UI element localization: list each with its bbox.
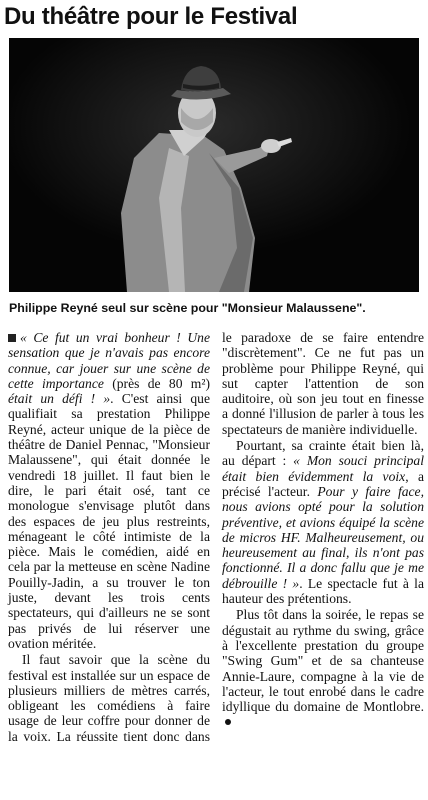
- paragraph-2: Il faut savoir que la scène du festival est installée sur un espace de plusieurs milliers de mètres carrés, obligeant les comédiens à faire usage de leur coffre pour donner de la voix. La réussite tient donc dans le paradoxe de se faire entendre "discrètement". Ce ne fut pas un problème pour Philippe Reyné, qui sut capter l'attention de son auditoire, où son jeu tout en finesse a donné l'illusion de parler à tous les spectateurs de manière individuelle.: [8, 330, 424, 744]
- paragraph-1: [8, 330, 210, 651]
- text-segment: (près de 80 m²): [112, 375, 210, 391]
- text-segment: Plus tôt dans la soirée, le repas se dégustait au rythme du swing, grâce à l'excellente prestation du groupe "Swing Gum" et de sa chanteuse Annie-Laure, compagne à la vie de l'acteur, le tout enrobé dans le cadre idyllique du domaine de Montlobre.: [222, 607, 424, 715]
- text-segment: . Le spectacle fut à la hauteur des prétentions.: [222, 575, 424, 607]
- quote-segment: Pour y faire face, nous avions opté pour la solution préventive, et avions équipé la scène de micros HF. Malheureusement, ou heureusement au final, ils n'ont pas fonctionné. Il a donc fallu que je me débrouille ! »: [222, 483, 424, 591]
- text-segment: Pourtant, sa crainte était bien là, au départ :: [222, 438, 424, 469]
- actor-figure-image: [9, 38, 419, 292]
- quote-segment: était un défi ! »: [8, 391, 111, 407]
- article-photo: [9, 38, 419, 292]
- quote-segment: « Mon souci principal était bien évidemment la voix: [222, 453, 424, 484]
- photo-caption: Philippe Reyné seul sur scène pour "Monsieur Malaussene".: [9, 301, 366, 315]
- bullet-icon: [8, 334, 16, 342]
- paragraph-3: [222, 438, 424, 606]
- end-mark-icon: [225, 719, 231, 725]
- text-segment: , a précisé l'acteur.: [222, 468, 424, 499]
- text-segment: . C'est ainsi que qualifiait sa prestation Philippe Reyné, acteur unique de la pièce de théâtre de Daniel Pennac, "Monsieur Malaussene", qui était donnée le vendredi 18 juillet. Il faut bien le dire, le pari était osé, tant ce monologue s'envisage plutôt dans des espaces de jeu plus restreints, ménageant le côté intimiste de la pièce. Mais le comédien, aidé en cela par la metteuse en scène Nadine Pouilly-Jadin, a su trouver le ton juste, devant les trois cents spectateurs, qui d'ailleurs ne se sont pas privés de lui réserver une ovation méritée.: [8, 391, 210, 651]
- article-body: [8, 330, 424, 796]
- headline: Du théâtre pour le Festival: [4, 3, 298, 30]
- quote-segment: « Ce fut un vrai bonheur ! Une sensation que je n'avais pas encore connue, car jouer sur une scène de cette importance: [8, 330, 210, 391]
- paragraph-4: [222, 607, 424, 729]
